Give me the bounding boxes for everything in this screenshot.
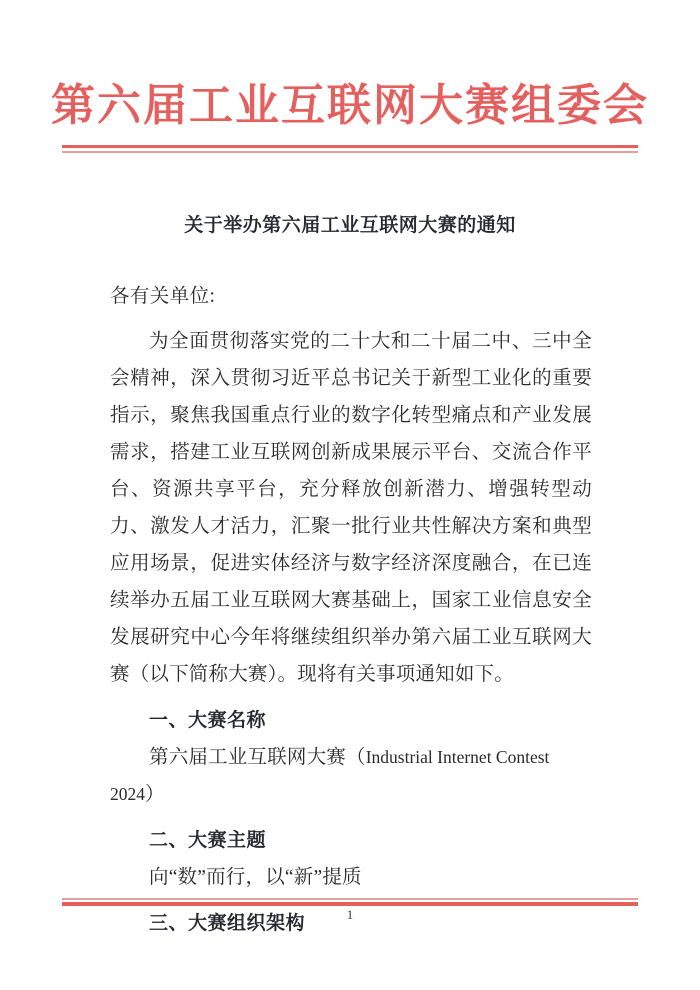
- footer-divider: [62, 898, 638, 906]
- footer-divider-thick-line: [62, 902, 638, 906]
- section-body-text-cn-tail: ）: [145, 784, 165, 805]
- document-body: [110, 283, 592, 942]
- section-contest-name: [110, 702, 592, 813]
- section-heading: 一、大赛名称: [149, 710, 267, 731]
- section-body: 向“数”而行，以“新”提质: [149, 867, 362, 888]
- letterhead-divider-thick-line: [62, 145, 638, 148]
- section-body-text-en: Industrial Internet Contest 2024: [110, 747, 550, 804]
- letterhead-divider: [62, 145, 638, 153]
- body-paragraph: 为全面贯彻落实党的二十大和二十届二中、三中全会精神，深入贯彻习近平总书记关于新型工业化的重要指示，聚焦我国重点行业的数字化转型痛点和产业发展需求，搭建工业互联网创新成果展示平台、交流合作平台、资源共享平台，充分释放创新潜力、增强转型动力、激发人才活力，汇聚一批行业共性解决方案和典型应用场景，促进实体经济与数字经济深度融合，在已连续举办五届工业互联网大赛基础上，国家工业信息安全发展研究中心今年将继续组织举办第六届工业互联网大赛（以下简称大赛）。现将有关事项通知如下。: [110, 331, 592, 685]
- letterhead: [0, 0, 700, 160]
- section-heading: 二、大赛主题: [149, 830, 267, 851]
- section-body: [110, 739, 592, 813]
- page-footer: [0, 898, 700, 938]
- section-heading: 三、大赛组织架构: [149, 913, 306, 934]
- letterhead-divider-thin-line: [62, 151, 638, 153]
- document-title: 关于举办第六届工业互联网大赛的通知: [184, 215, 516, 236]
- page-number: 1: [346, 907, 354, 922]
- salutation: 各有关单位:: [110, 286, 216, 307]
- section-body-text-cn: 第六届工业互联网大赛（: [149, 747, 366, 768]
- footer-divider-thin-line: [62, 898, 638, 900]
- letterhead-title: 第六届工业互联网大赛组委会: [51, 81, 649, 130]
- section-contest-theme: [110, 822, 592, 896]
